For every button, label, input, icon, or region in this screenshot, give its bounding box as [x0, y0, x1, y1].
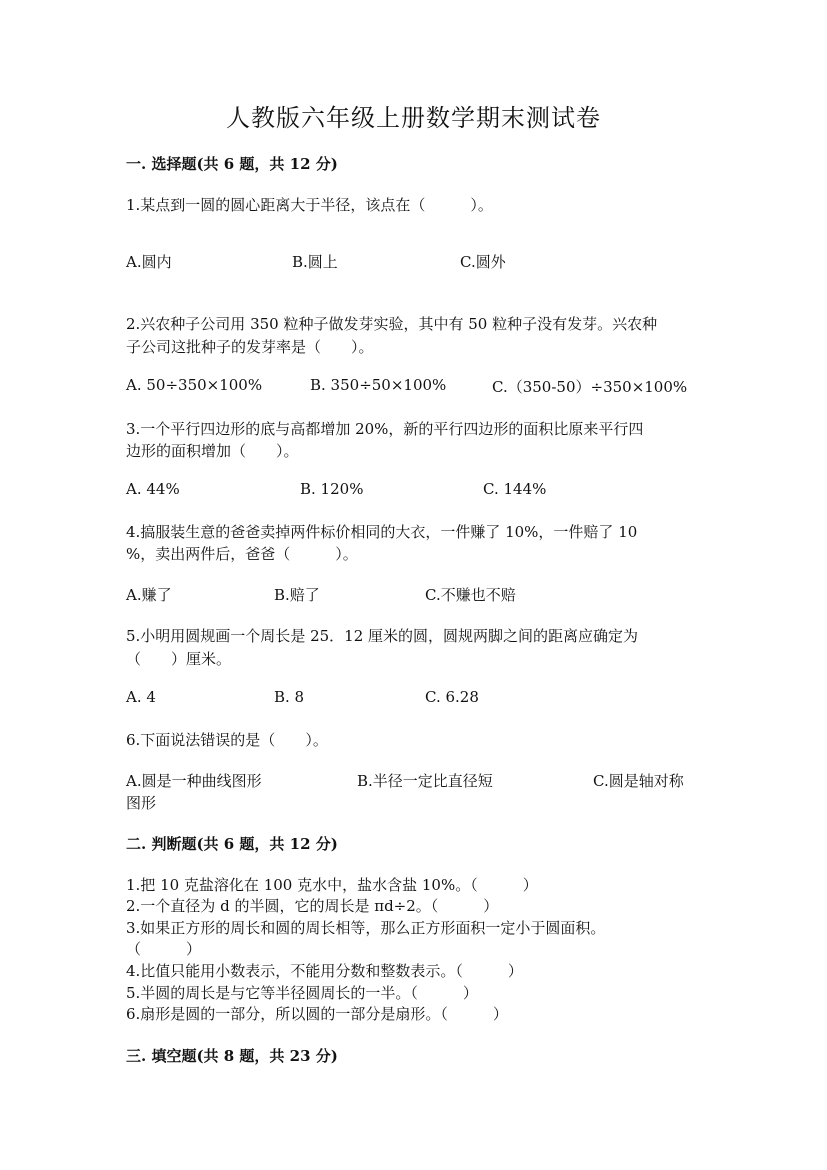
question-4-stem-line-1: 4.搞服装生意的爸爸卖掉两件标价相同的大衣，一件赚了 10%，一件赔了 10	[126, 523, 638, 541]
question-3-stem-line-2: 边形的面积增加（ ）。	[126, 442, 299, 460]
question-1-option-a: A.圆内	[126, 253, 172, 271]
question-6-option-b: B.半径一定比直径短	[357, 772, 493, 790]
question-6-option-c-continued: 图形	[126, 794, 157, 812]
question-5-stem-line-1: 5.小明用圆规画一个周长是 25．12 厘米的圆，圆规两脚之间的距离应确定为	[126, 627, 639, 645]
question-5-stem-line-2: （ ）厘米。	[126, 650, 232, 668]
question-2-stem-line-2: 子公司这批种子的发芽率是（ ）。	[126, 338, 374, 356]
question-4-stem-line-2: %，卖出两件后，爸爸（ ）。	[126, 545, 358, 563]
judge-item-2: 2.一个直径为 d 的半圆，它的周长是 πd÷2。（ ）	[126, 897, 499, 915]
page-title: 人教版六年级上册数学期末测试卷	[226, 104, 601, 132]
question-4-option-a: A.赚了	[126, 586, 172, 604]
question-3-option-a: A. 44%	[126, 480, 180, 498]
question-2-option-a: A. 50÷350×100%	[126, 376, 263, 394]
question-6-option-a: A.圆是一种曲线图形	[126, 772, 262, 790]
judge-item-6: 6.扇形是圆的一部分，所以圆的一部分是扇形。（ ）	[126, 1005, 508, 1023]
question-5-option-c: C. 6.28	[425, 688, 479, 706]
judge-item-3-line-2: （ ）	[126, 940, 202, 958]
question-6-stem: 6.下面说法错误的是（ ）。	[126, 731, 328, 749]
section-heading-fill: 三. 填空题(共 8 题，共 23 分)	[126, 1047, 338, 1065]
question-4-option-c: C.不赚也不赔	[425, 586, 516, 604]
judge-item-3-line-1: 3.如果正方形的周长和圆的周长相等，那么正方形面积一定小于圆面积。	[126, 919, 606, 937]
question-5-option-b: B. 8	[274, 688, 305, 706]
question-3-option-c: C. 144%	[483, 480, 547, 498]
question-4-option-b: B.赔了	[274, 586, 320, 604]
question-2-option-b: B. 350÷50×100%	[310, 376, 447, 394]
question-1-option-b: B.圆上	[292, 253, 338, 271]
question-2-option-c: C.（350-50）÷350×100%	[492, 378, 688, 396]
question-3-stem-line-1: 3.一个平行四边形的底与高都增加 20%，新的平行四边形的面积比原来平行四	[126, 420, 644, 438]
judge-item-1: 1.把 10 克盐溶化在 100 克水中，盐水含盐 10%。（ ）	[126, 876, 538, 894]
section-heading-judge: 二. 判断题(共 6 题，共 12 分)	[126, 835, 338, 853]
question-3-option-b: B. 120%	[300, 480, 364, 498]
judge-item-4: 4.比值只能用小数表示，不能用分数和整数表示。（ ）	[126, 962, 523, 980]
judge-item-5: 5.半圆的周长是与它等半径圆周长的一半。（ ）	[126, 984, 478, 1002]
question-6-option-c: C.圆是轴对称	[593, 772, 684, 790]
question-1-stem: 1.某点到一圆的圆心距离大于半径，该点在（ ）。	[126, 196, 493, 214]
section-heading-choice: 一. 选择题(共 6 题，共 12 分)	[126, 155, 338, 173]
question-1-option-c: C.圆外	[460, 253, 506, 271]
question-5-option-a: A. 4	[126, 688, 156, 706]
question-2-stem-line-1: 2.兴农种子公司用 350 粒种子做发芽实验，其中有 50 粒种子没有发芽。兴农种	[126, 315, 658, 333]
